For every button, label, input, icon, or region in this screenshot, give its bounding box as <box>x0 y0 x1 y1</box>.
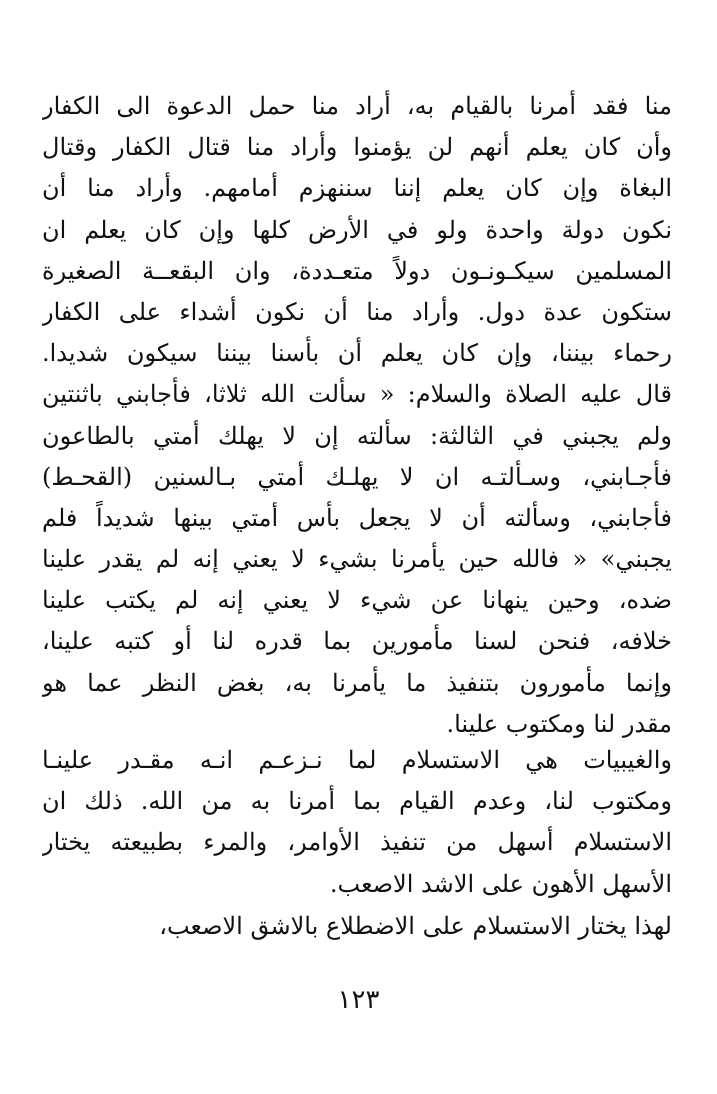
text-line: خلافه، فنحن لسنا مأمورين بما قدره لنا أو كتبه علينا، <box>42 627 672 656</box>
text-line: منا فقد أمرنا بالقيام به، أراد منا حمل الدعوة الى الكفار <box>42 92 672 120</box>
text-line: مقدر لنا ومكتوب علينا. <box>446 709 672 738</box>
text-line: وإنما مأمورون بتنفيذ ما يأمرنا به، بغض النظر عما هو <box>42 668 672 697</box>
text-line: الاستسلام أسهل من تنفيذ الأوامر، والمرء بطبيعته يختار <box>42 828 672 857</box>
paragraph-3 <box>42 906 672 947</box>
text-line: وأن كان يعلم أنهم لن يؤمنوا وأراد منا قتال الكفار وقتال <box>42 133 672 162</box>
text-line: رحماء بيننا، وإن كان يعلم أن بأسنا بيننا سيكون شديدا. <box>42 339 672 368</box>
text-line: فأجـابني، وسـألتـه ان لا يهلـك أمتي بـالسنين (القحـط) <box>42 462 672 491</box>
text-line: ضده، وحين ينهانا عن شيء لا يعني إنه لم يكتب علينا <box>42 586 672 615</box>
page-number: ١٢٣ <box>337 985 380 1015</box>
text-line: ستكون عدة دول. وأراد منا أن نكون أشداء على الكفار <box>42 297 672 326</box>
text-line: فأجابني، وسألته أن لا يجعل بأس أمتي بينها شديداً فلم <box>42 503 672 532</box>
text-line: نكون دولة واحدة ولو في الأرض كلها وإن كان يعلم ان <box>42 215 672 244</box>
text-line: البغاة وإن كان يعلم إننا سننهزم أمامهم. وأراد منا أن <box>42 174 672 203</box>
text-line: والغيبيات هي الاستسلام لما نـزعـم انـه مقـدر علينـا <box>42 746 672 774</box>
text-line: الأسهل الأهون على الاشد الاصعب. <box>329 869 672 898</box>
paragraph-1 <box>42 86 672 745</box>
text-line: قال عليه الصلاة والسلام: « سألت الله ثلاثا، فأجابني باثنتين <box>42 380 672 409</box>
text-line: يجبني» « فالله حين يأمرنا بشيء لا يعني إنه لم يقدر علينا <box>42 545 672 574</box>
text-line: لهذا يختار الاستسلام على الاضطلاع بالاشق الاصعب، <box>159 912 672 940</box>
text-line: ولم يجبني في الثالثة: سألته إن لا يهلك أمتي بالطاعون <box>42 421 672 450</box>
text-line: ومكتوب لنا، وعدم القيام بما أمرنا به من الله. ذلك ان <box>42 787 672 816</box>
text-line: المسلمين سيكـونـون دولاً متعـددة، وان البقعــة الصغيرة <box>42 256 672 285</box>
paragraph-2 <box>42 740 672 905</box>
